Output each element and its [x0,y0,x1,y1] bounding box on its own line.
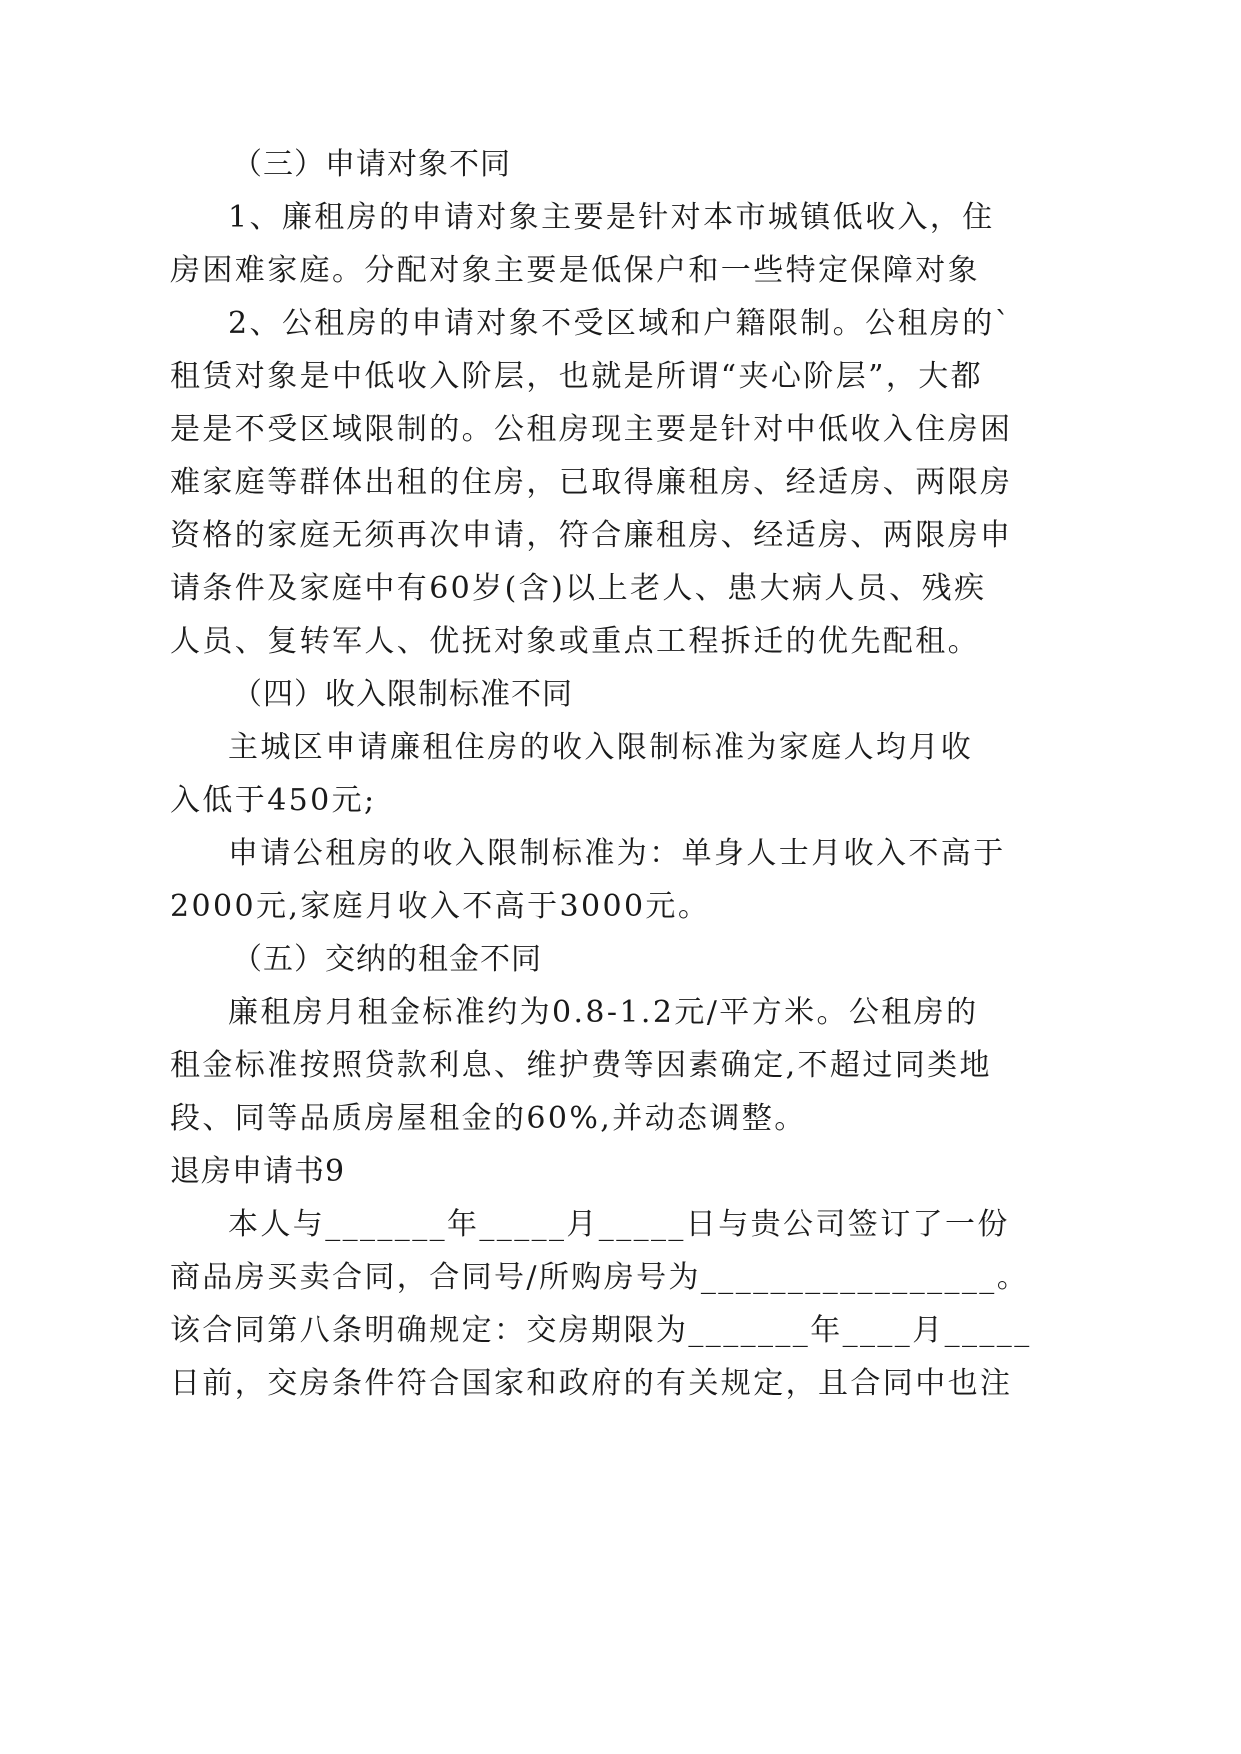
paragraph-line: 难家庭等群体出租的住房，已取得廉租房、经适房、两限房 [170,465,1013,500]
paragraph-line: 廉租房月租金标准约为0.8-1.2元/平方米。公租房的 [228,995,979,1030]
section-heading-4: （四）收入限制标准不同 [232,677,573,712]
paragraph-line: 人员、复转军人、优抚对象或重点工程拆迁的优先配租。 [170,624,980,659]
paragraph-line: 本人与_______年_____月_____日与贵公司签订了一份 [228,1207,1010,1242]
paragraph-line: 租金标准按照贷款利息、维护费等因素确定,不超过同类地 [170,1048,992,1083]
paragraph-line: 商品房买卖合同，合同号/所购房号为_________________。 [170,1260,1030,1295]
paragraph-line: 2、公租房的申请对象不受区域和户籍限制。公租房的` [228,306,1013,341]
paragraph-line: 租赁对象是中低收入阶层，也就是所谓“夹心阶层”，大都 [170,359,984,394]
paragraph-line: 主城区申请廉租住房的收入限制标准为家庭人均月收 [228,730,974,765]
paragraph-line: 请条件及家庭中有60岁(含)以上老人、患大病人员、残疾 [170,571,987,606]
paragraph-line: 段、同等品质房屋租金的60%,并动态调整。 [170,1101,807,1136]
paragraph-line: 是是不受区域限制的。公租房现主要是针对中低收入住房困 [170,412,1013,447]
paragraph-line: 房困难家庭。分配对象主要是低保户和一些特定保障对象 [170,253,980,288]
paragraph-line: 该合同第八条明确规定：交房期限为_______年____月_____ [170,1313,1032,1348]
paragraph-line: 入低于450元; [170,783,377,818]
paragraph-line: 资格的家庭无须再次申请，符合廉租房、经适房、两限房申 [170,518,1013,553]
paragraph-line: 申请公租房的收入限制标准为：单身人士月收入不高于 [228,836,1006,871]
document-title: 退房申请书9 [170,1154,346,1189]
paragraph-line: 1、廉租房的申请对象主要是针对本市城镇低收入，住 [228,200,995,235]
section-heading-3: （三）申请对象不同 [232,147,511,182]
paragraph-line: 2000元,家庭月收入不高于3000元。 [170,889,711,924]
section-heading-5: （五）交纳的租金不同 [232,942,542,977]
paragraph-line: 日前，交房条件符合国家和政府的有关规定，且合同中也注 [170,1366,1013,1401]
